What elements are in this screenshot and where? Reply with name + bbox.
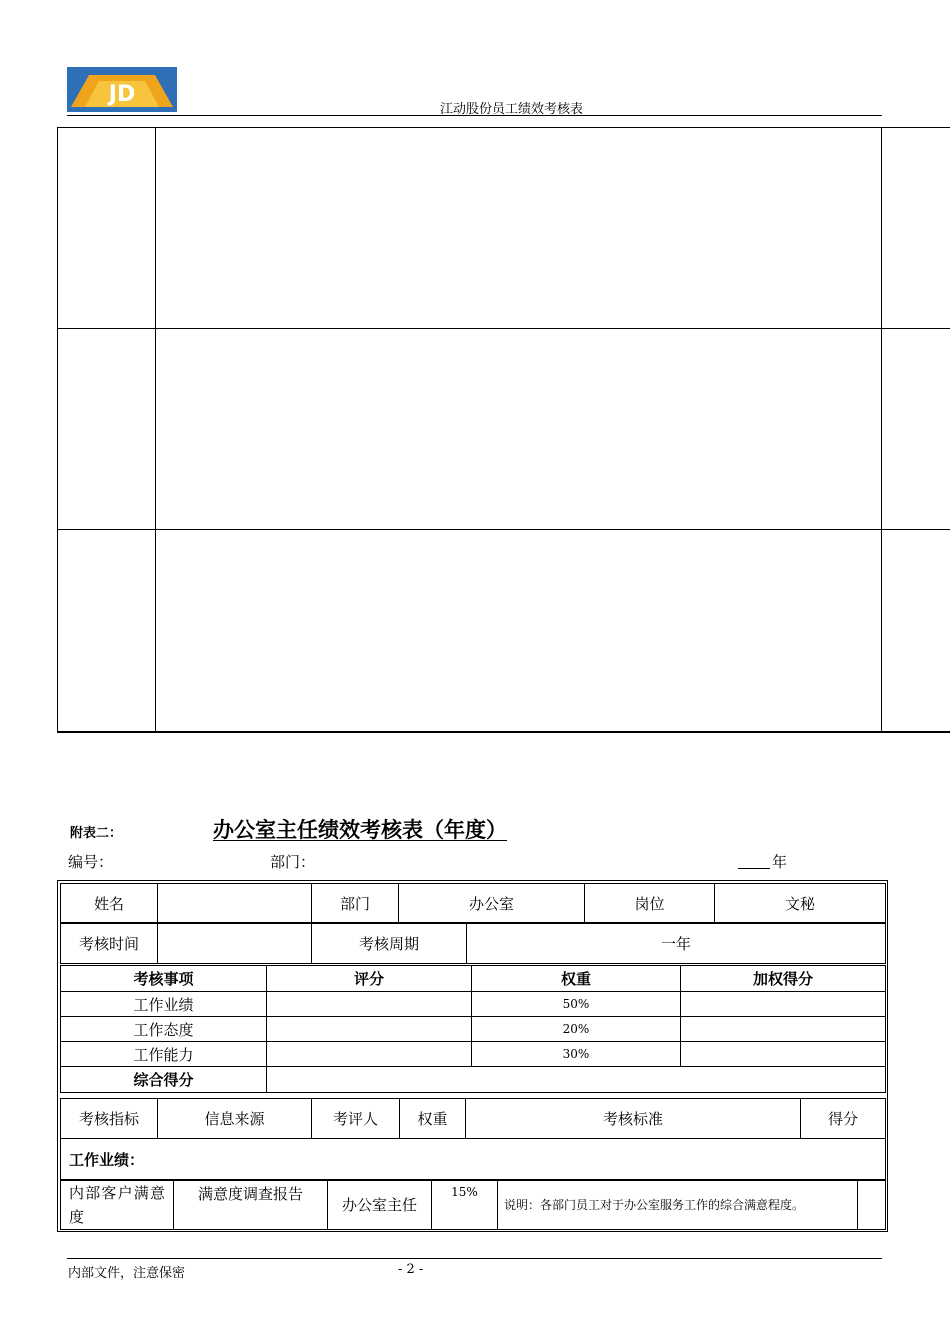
empty-cell: [58, 329, 156, 530]
time-value[interactable]: [158, 924, 312, 964]
indicator-evaluator: 办公室主任: [328, 1181, 432, 1230]
appendix-title-main: 办公室主任绩效考核表: [213, 817, 423, 842]
empty-cell: [155, 329, 881, 530]
summary-weight: 20%: [472, 1017, 681, 1042]
summary-header: 评分: [267, 966, 472, 992]
summary-item: 工作业绩: [61, 992, 267, 1017]
empty-cell: [58, 530, 156, 732]
summary-score[interactable]: [267, 992, 472, 1017]
year-blank: [738, 868, 770, 869]
header-title: 江动股份员工绩效考核表: [440, 102, 584, 117]
period-label: 考核周期: [312, 924, 467, 964]
summary-score[interactable]: [267, 1017, 472, 1042]
footer-confidential: 内部文件，注意保密: [68, 1266, 186, 1281]
indicators-detail-table: [60, 1180, 886, 1230]
indicator-weight: 15%: [432, 1181, 498, 1230]
appendix-title-paren: （年度）: [423, 817, 507, 842]
appendix-title: [213, 814, 507, 844]
summary-weighted[interactable]: [681, 1017, 886, 1042]
indicator-header: 信息来源: [158, 1099, 312, 1139]
indicator-source: 满意度调查报告: [174, 1181, 328, 1230]
total-value[interactable]: [267, 1067, 886, 1093]
page-number: - 2 -: [398, 1262, 424, 1277]
summary-item: 工作能力: [61, 1042, 267, 1067]
section-label: 工作业绩：: [61, 1139, 886, 1180]
name-label: 姓名: [61, 884, 158, 923]
summary-item: 工作态度: [61, 1017, 267, 1042]
indicators-table: [60, 1098, 886, 1180]
summary-score[interactable]: [267, 1042, 472, 1067]
logo-lettering: JD: [108, 82, 136, 107]
appendix-label: 附表二：: [70, 826, 123, 841]
empty-cell: [155, 530, 881, 732]
summary-table: [60, 965, 886, 1093]
table-row: [61, 1017, 886, 1042]
post-label: 岗位: [585, 884, 715, 923]
table-row: [61, 1067, 886, 1093]
department-label: 部门：: [270, 853, 316, 871]
summary-weighted[interactable]: [681, 1042, 886, 1067]
number-label: 编号：: [68, 853, 114, 871]
indicator-header: 权重: [400, 1099, 466, 1139]
company-logo: [67, 67, 177, 112]
section-row: [61, 1139, 886, 1180]
indicator-standard: 说明：各部门员工对于办公室服务工作的综合满意程度。: [498, 1181, 858, 1230]
summary-header: 加权得分: [681, 966, 886, 992]
empty-cell: [882, 530, 950, 732]
indicators-header-row: [61, 1099, 886, 1139]
empty-cell: [882, 329, 950, 530]
info-table-2: [60, 923, 886, 964]
indicator-name: 内部客户满意度: [61, 1181, 174, 1230]
period-value[interactable]: 一年: [467, 924, 886, 964]
time-label: 考核时间: [61, 924, 158, 964]
indicator-header: 考评人: [312, 1099, 400, 1139]
post-value[interactable]: 文秘: [715, 884, 886, 923]
name-value[interactable]: [158, 884, 312, 923]
indicator-header: 得分: [801, 1099, 886, 1139]
table-row: [61, 1042, 886, 1067]
info-table: [60, 883, 886, 923]
continuation-table: [57, 127, 950, 732]
total-label: 综合得分: [61, 1067, 267, 1093]
indicator-score[interactable]: [858, 1181, 886, 1230]
summary-header: 考核事项: [61, 966, 267, 992]
summary-weighted[interactable]: [681, 992, 886, 1017]
indicator-header: 考核标准: [466, 1099, 801, 1139]
indicator-header: 考核指标: [61, 1099, 158, 1139]
header-divider: [67, 115, 882, 116]
summary-weight: 50%: [472, 992, 681, 1017]
empty-cell: [155, 128, 881, 329]
summary-header: 权重: [472, 966, 681, 992]
summary-weight: 30%: [472, 1042, 681, 1067]
dept-value[interactable]: 办公室: [399, 884, 585, 923]
summary-header-row: [61, 966, 886, 992]
table-row: [61, 992, 886, 1017]
empty-cell: [882, 128, 950, 329]
table-row: [61, 1181, 886, 1230]
year-label: 年: [772, 853, 788, 871]
dept-label: 部门: [312, 884, 399, 923]
empty-cell: [58, 128, 156, 329]
footer-divider: [67, 1258, 882, 1259]
